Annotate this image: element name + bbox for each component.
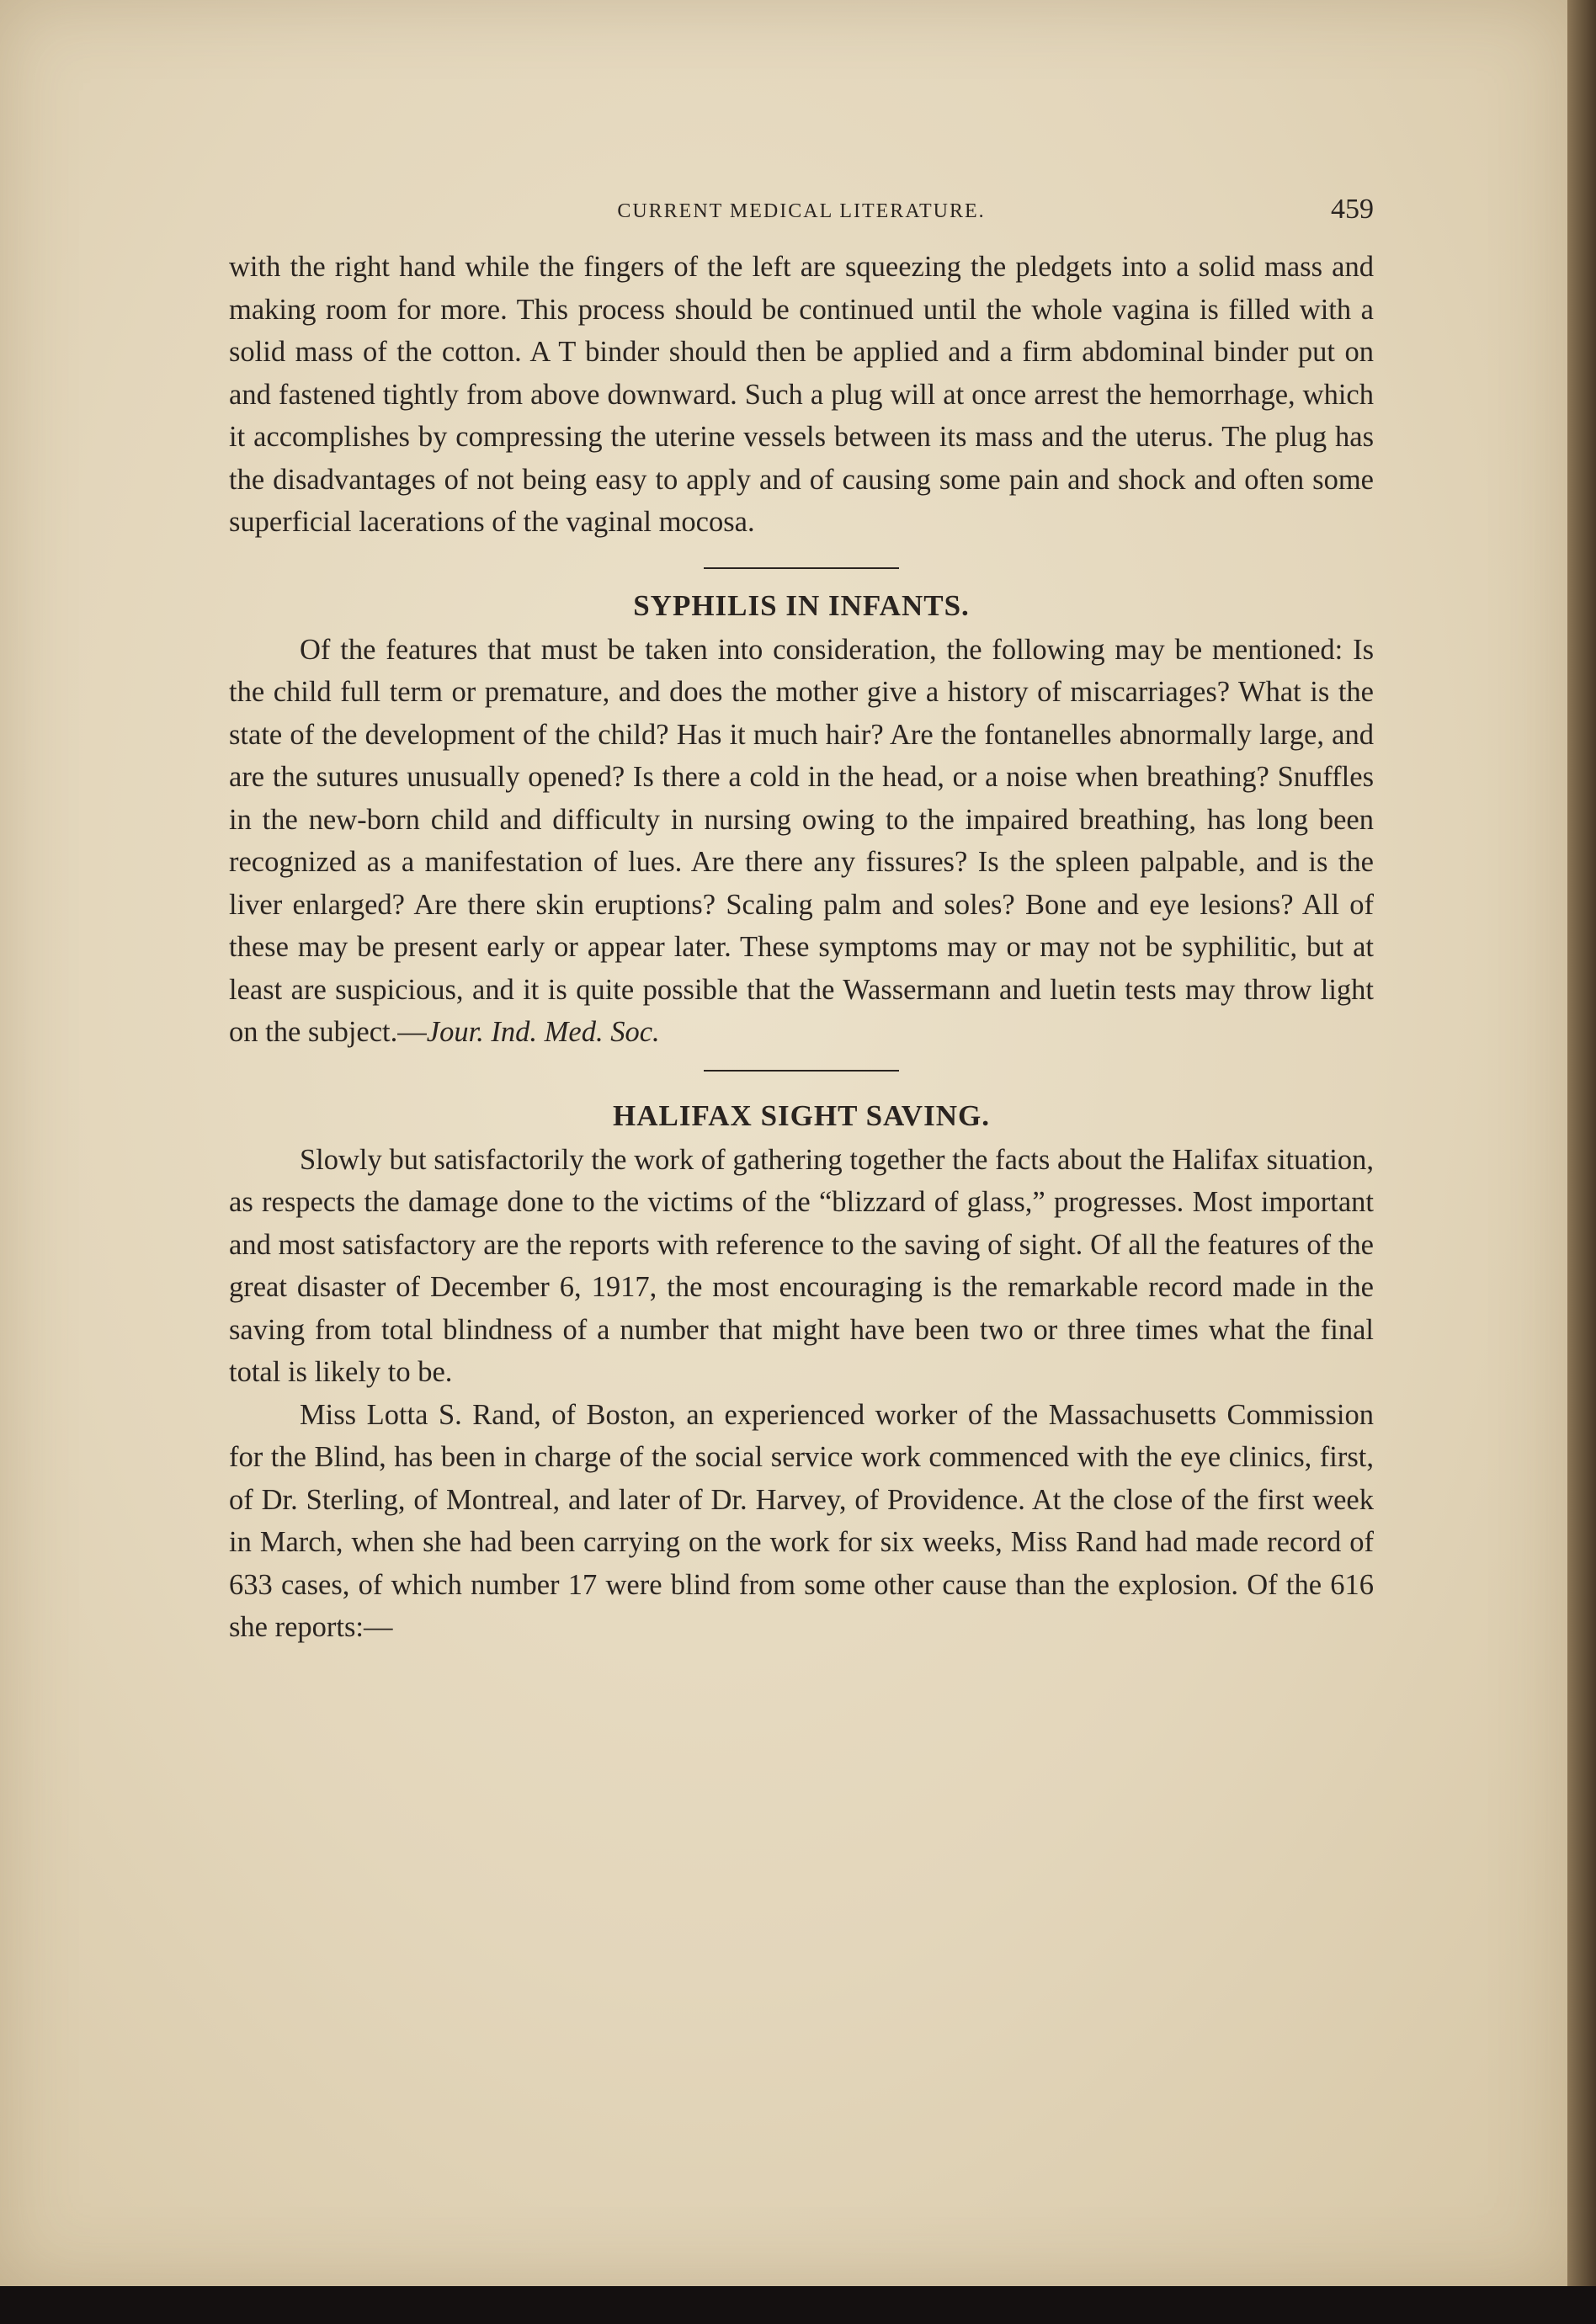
section-heading-syphilis: SYPHILIS IN INFANTS. [633,588,970,622]
scan-bottom-band [0,2286,1596,2324]
running-title: CURRENT MEDICAL LITERATURE. [617,200,986,222]
section-heading-halifax: HALIFAX SIGHT SAVING. [613,1098,990,1132]
page-content [229,185,1374,1649]
page-number: 459 [1331,194,1374,225]
section-divider [229,1054,1374,1093]
section-divider [229,544,1374,583]
running-header [229,185,1374,236]
halifax-paragraph-1: Slowly but satisfactorily the work of gathering together the facts about the Halifax situation, as respects the damage done to the victims of the “blizzard of glass,” progresses. Most important and most satisfactory are the reports with reference to the saving of sight. Of all the features of the great disaster of December 6, 1917, the most encouraging is the remarkable record made in the saving from total blindness of a number that might have been two or three times what the final total is likely to be. [229,1143,1374,1388]
journal-citation: Jour. Ind. Med. Soc. [426,1016,660,1048]
halifax-paragraph-2: Miss Lotta S. Rand, of Boston, an experienced worker of the Massachusetts Commission for the Blind, has been in charge of the social service work commenced with the eye clinics, first, of Dr. Sterling, of Montreal, and later of Dr. Harvey, of Providence. At the close of the first week in March, when she had been carrying on the work for six weeks, Miss Rand had made record of 633 cases, of which number 17 were blind from some other cause than the explosion. Of the 616 she reports:— [229,1398,1374,1643]
syphilis-paragraph [229,629,1374,1054]
intro-paragraph: with the right hand while the fingers of the left are squeezing the pledgets into a solid mass and making room for more. This process should be continued until the whole vagina is filled with a solid mass of the cotton. A T binder should then be applied and a firm abdominal binder put on and fastened tightly from above downward. Such a plug will at once arrest the hemorrhage, which it accomplishes by compressing the uterine vessels between its mass and the uterus. The plug has the disadvantages of not being easy to apply and of causing some pain and shock and often some superficial lacerations of the vaginal mocosa. [229,251,1374,538]
page-edge-shadow [1567,0,1596,2286]
syphilis-text: Of the features that must be taken into consideration, the following may be mentioned: Is the child full term or premature, and does the mother give a history of miscarriages? What is the state of the development of the child? Has it much hair? Are the fontanelles abnormally large, and are the sutures unusually opened? Is there a cold in the head, or a noise when breathing? Snuffles in the new-born child and difficulty in nursing owing to the impaired breathing, has long been recognized as a manifestation of lues. Are there any fissures? Is the spleen palpable, and is the liver enlarged? Are there skin eruptions? Scaling palm and soles? Bone and eye lesions? All of these may be present early or appear later. These symptoms may or may not be syphilitic, but at least are suspicious, and it is quite possible that the Wassermann and luetin tests may throw light on the subject.— [229,633,1374,1048]
